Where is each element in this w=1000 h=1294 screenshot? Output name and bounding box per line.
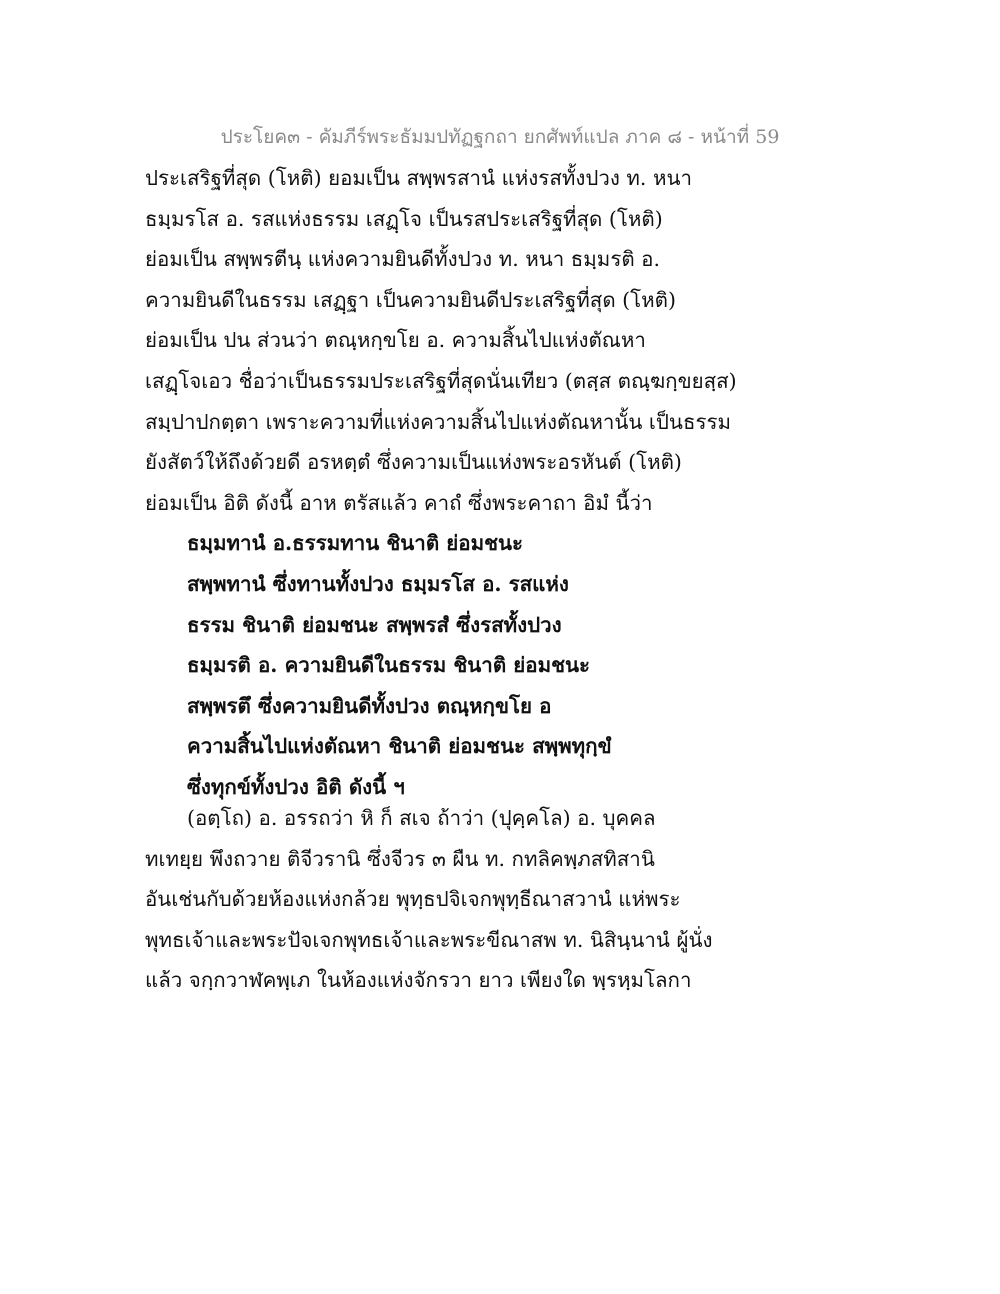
text-line: (อตฺโถ) อ. อรรถว่า หิ ก็ สเจ ถ้าว่า (ปุคฺคโล) อ. บุคคล (187, 806, 656, 830)
text-line: อันเช่นกับด้วยห้องแห่งกล้วย พุทฺธปจิเจกพุทฺธีณาสวานํ แห่พระ (145, 887, 681, 912)
text-line: พุทธเจ้าและพระปัจเจกพุทธเจ้าและพระขีณาสพ ท. นิสินฺนานํ ผู้นั่ง (145, 927, 713, 952)
text-line: ย่อมเป็น ปน ส่วนว่า ตณฺหกฺขโย อ. ความสิ้นไปแห่งตัณหา (145, 328, 646, 353)
verse-line: ธมฺมรติ อ. ความยินดีในธรรม ชินาติ ย่อมชนะ (187, 653, 591, 678)
text-line: แล้ว จกฺกวาฬคพฺเภ ในห้องแห่งจักรวา ยาว เพียงใด พฺรหฺมโลกา (145, 968, 692, 993)
page-header: ประโยค๓ - คัมภีร์พระธัมมปทัฏฐกถา ยกศัพท์แปล ภาค ๘ - หน้าที่ 59 (220, 126, 780, 148)
verse-block (145, 523, 865, 807)
text-line: เสฏฺโจเอว ชื่อว่าเป็นธรรมประเสริฐที่สุดนั่นเทียว (ตสฺส ตณฺฆกฺขยสฺส) (145, 368, 737, 393)
text-line: ย่อมเป็น อิติ ดังนี้ อาห ตรัสแล้ว คาถํ ซึ่งพระคาถา อิมํ นี้ว่า (145, 490, 653, 515)
text-line: ยังสัตว์ให้ถึงด้วยดี อรหตฺตํ ซึ่งความเป็นแห่งพระอรหันต์ (โหติ) (145, 450, 682, 475)
verse-line: สพฺพทานํ ซึ่งทานทั้งปวง ธมฺมรโส อ. รสแห่ง (187, 571, 569, 596)
text-line: ประเสริฐที่สุด (โหติ) ยอมเป็น สพฺพรสานํ แห่งรสทั้งปวง ท. หนา (145, 166, 692, 190)
verse-line: ซึ่งทุกข์ทั้งปวง อิติ ดังนี้ ฯ (187, 774, 405, 799)
text-line: ย่อมเป็น สพฺพรตีนฺ แห่งความยินดีทั้งปวง ท. หนา ธมฺมรติ อ. (145, 247, 660, 272)
verse-line: ธมฺมทานํ อ.ธรรมทาน ชินาติ ย่อมชนะ (187, 531, 524, 556)
verse-line: ความสิ้นไปแห่งตัณหา ชินาติ ย่อมชนะ สพฺพทุกฺขํ (187, 734, 612, 759)
text-line: ธมฺมรโส อ. รสแห่งธรรม เสฏฺโจ เป็นรสประเสริฐที่สุด (โหติ) (145, 206, 663, 231)
text-line: ทเทยฺย พึงถวาย ติจีวรานิ ซึ่งจีวร ๓ ผืน ท. กทลิคพฺภสทิสานิ (145, 846, 655, 871)
paragraph-1 (145, 158, 865, 808)
paragraph-2 (145, 798, 865, 1001)
verse-line: สพฺพรตึ ซึ่งความยินดีทั้งปวง ตณฺหกฺขโย อ (187, 693, 552, 718)
verse-line: ธรรม ชินาติ ย่อมชนะ สพฺพรสํ ซึ่งรสทั้งปวง (187, 612, 562, 637)
text-line: ความยินดีในธรรม เสฏฺฐา เป็นความยินดีประเสริฐที่สุด (โหติ) (145, 287, 676, 312)
text-line: สมฺปาปกตฺตา เพราะความที่แห่งความสิ้นไปแห่งตัณหานั้น เป็นธรรม (145, 409, 731, 434)
